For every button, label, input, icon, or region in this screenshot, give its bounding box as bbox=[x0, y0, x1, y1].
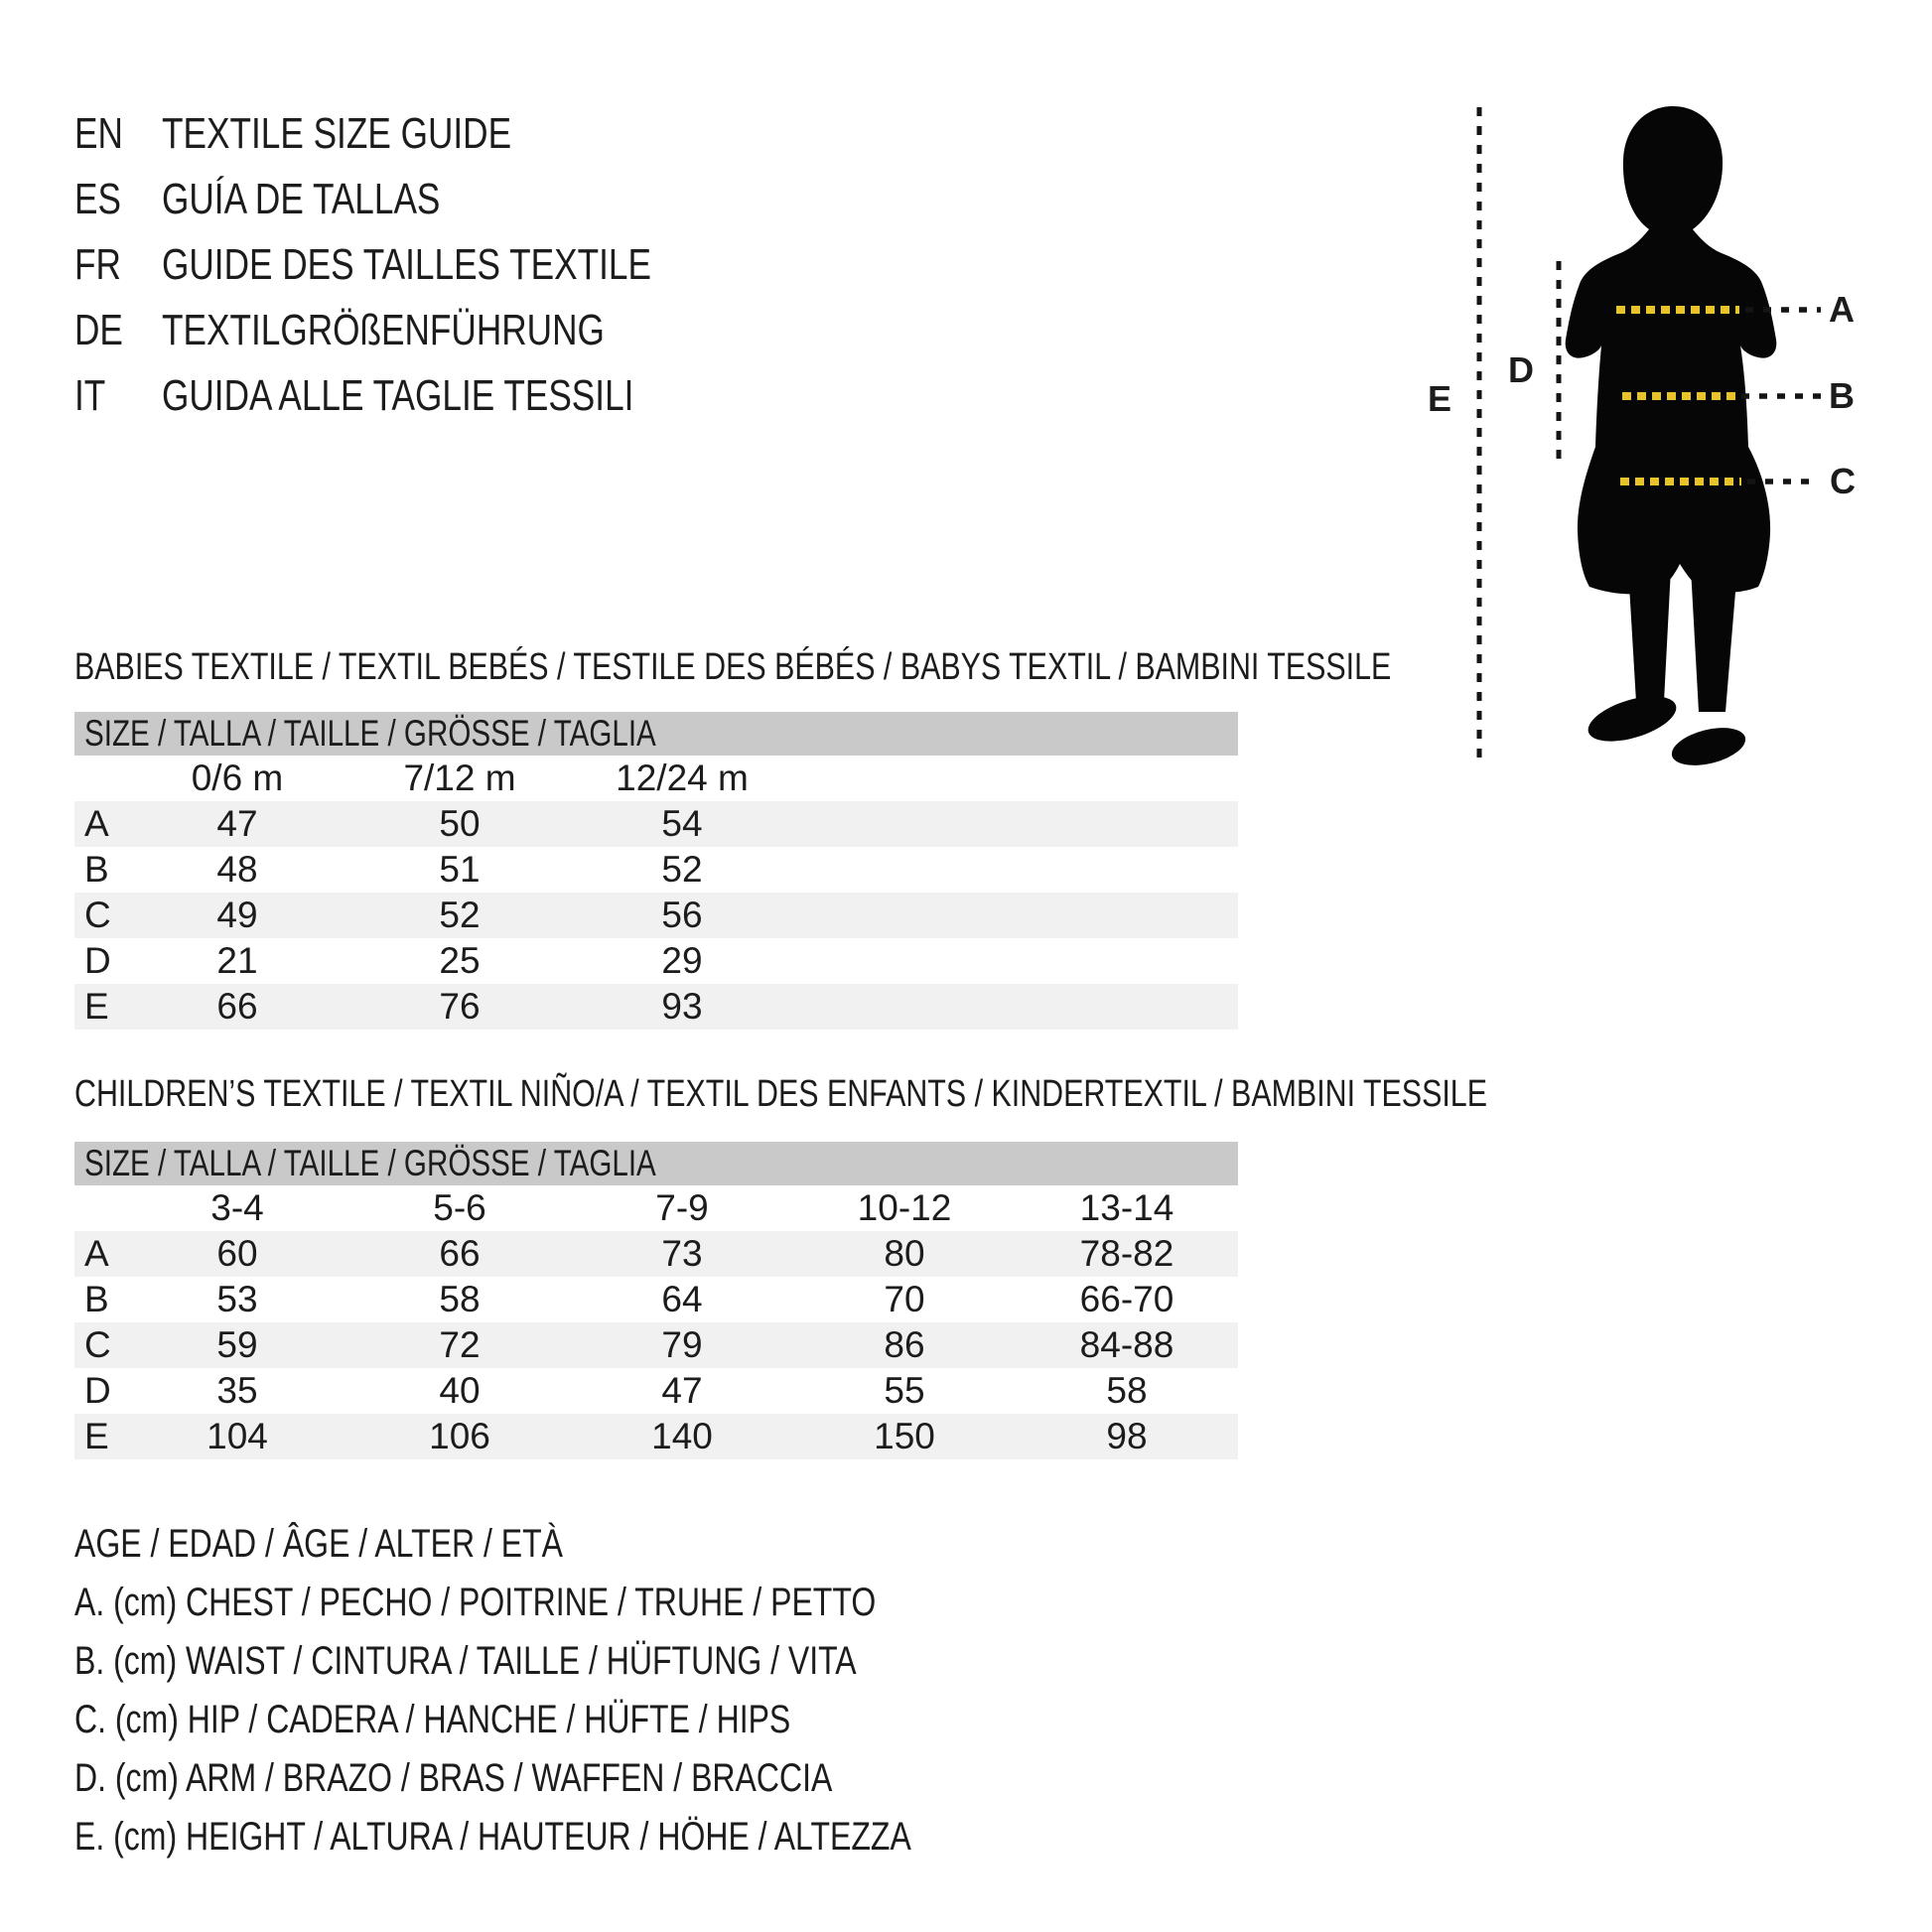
row-letter: B bbox=[84, 849, 109, 890]
children-column-header-row bbox=[74, 1185, 1238, 1231]
row-letter: A bbox=[84, 803, 109, 844]
column-header: 0/6 m bbox=[191, 758, 284, 798]
title-row-es bbox=[74, 167, 773, 232]
legend-arm-line bbox=[74, 1749, 1120, 1808]
row-letter: C bbox=[84, 1324, 111, 1365]
table-cell: 52 bbox=[661, 849, 703, 890]
measurement-legend bbox=[74, 1515, 1120, 1866]
column-header: 7-9 bbox=[655, 1187, 709, 1228]
table-cell: 25 bbox=[439, 940, 481, 981]
table-cell: 104 bbox=[207, 1416, 268, 1456]
table-cell: 58 bbox=[1106, 1370, 1148, 1411]
column-header: 10-12 bbox=[857, 1187, 952, 1228]
table-cell: 59 bbox=[216, 1324, 258, 1365]
silhouette-right-shoe bbox=[1668, 721, 1749, 771]
table-cell: 84-88 bbox=[1079, 1324, 1174, 1365]
table-cell: 73 bbox=[661, 1233, 703, 1274]
language-code: EN bbox=[74, 109, 123, 158]
column-header: 7/12 m bbox=[403, 758, 516, 798]
table-cell: 40 bbox=[439, 1370, 481, 1411]
guide-title-en: TEXTILE SIZE GUIDE bbox=[162, 109, 512, 158]
table-cell: 55 bbox=[884, 1370, 925, 1411]
silhouette-left-shoe bbox=[1583, 687, 1681, 750]
legend-text: AGE / EDAD / ÂGE / ALTER / ETÀ bbox=[74, 1522, 563, 1566]
table-cell: 98 bbox=[1106, 1416, 1148, 1456]
table-cell: 72 bbox=[439, 1324, 481, 1365]
babies-size-header-bar bbox=[74, 712, 1238, 756]
guide-title-es: GUÍA DE TALLAS bbox=[162, 175, 441, 223]
table-row-b bbox=[74, 1277, 1238, 1322]
table-cell: 78-82 bbox=[1079, 1233, 1174, 1274]
legend-text: D. (cm) ARM / BRAZO / BRAS / WAFFEN / BRACCIA bbox=[74, 1756, 833, 1800]
label-c-hip: C bbox=[1830, 461, 1856, 501]
language-code: FR bbox=[74, 240, 121, 289]
table-cell: 66 bbox=[439, 1233, 481, 1274]
table-cell: 56 bbox=[661, 895, 703, 935]
table-row-a bbox=[74, 801, 1238, 847]
table-cell: 86 bbox=[884, 1324, 925, 1365]
babies-section-title-text: BABIES TEXTILE / TEXTIL BEBÉS / TESTILE DES BÉBÉS / BABYS TEXTIL / BAMBINI TESSILE bbox=[74, 646, 1392, 688]
guide-title-de: TEXTILGRÖßENFÜHRUNG bbox=[162, 306, 605, 354]
table-cell: 29 bbox=[661, 940, 703, 981]
title-row-fr bbox=[74, 232, 773, 298]
babies-size-table bbox=[74, 712, 1238, 1030]
legend-chest-line bbox=[74, 1574, 1120, 1632]
label-d-arm: D bbox=[1508, 349, 1534, 390]
table-cell: 140 bbox=[651, 1416, 713, 1456]
column-header: 12/24 m bbox=[616, 758, 749, 798]
legend-text: C. (cm) HIP / CADERA / HANCHE / HÜFTE / HIPS bbox=[74, 1698, 791, 1741]
children-size-header-bar bbox=[74, 1142, 1238, 1185]
children-section-title bbox=[74, 1074, 1841, 1114]
table-cell: 93 bbox=[661, 986, 703, 1027]
row-letter: D bbox=[84, 940, 111, 981]
table-cell: 53 bbox=[216, 1279, 258, 1319]
row-letter: E bbox=[84, 1416, 109, 1456]
table-cell: 50 bbox=[439, 803, 481, 844]
table-row-a bbox=[74, 1231, 1238, 1277]
row-letter: A bbox=[84, 1233, 109, 1274]
silhouette-body bbox=[1566, 106, 1777, 594]
table-cell: 66-70 bbox=[1079, 1279, 1174, 1319]
table-cell: 54 bbox=[661, 803, 703, 844]
table-cell: 80 bbox=[884, 1233, 925, 1274]
table-cell: 47 bbox=[661, 1370, 703, 1411]
size-header-text: SIZE / TALLA / TAILLE / GRÖSSE / TAGLIA bbox=[84, 713, 656, 754]
table-row-e bbox=[74, 1414, 1238, 1459]
children-section-title-text: CHILDREN’S TEXTILE / TEXTIL NIÑO/A / TEXTIL DES ENFANTS / KINDERTEXTIL / BAMBINI TESSILE bbox=[74, 1073, 1487, 1115]
measurement-diagram-svg bbox=[1410, 60, 1932, 814]
table-row-c bbox=[74, 893, 1238, 938]
table-cell: 47 bbox=[216, 803, 258, 844]
table-cell: 150 bbox=[874, 1416, 935, 1456]
babies-column-header-row bbox=[74, 756, 1238, 801]
table-row-d bbox=[74, 938, 1238, 984]
row-letter: D bbox=[84, 1370, 111, 1411]
legend-hip-line bbox=[74, 1691, 1120, 1749]
table-row-e bbox=[74, 984, 1238, 1030]
legend-age-line bbox=[74, 1515, 1120, 1574]
language-code: ES bbox=[74, 175, 121, 223]
legend-text: E. (cm) HEIGHT / ALTURA / HAUTEUR / HÖHE / ALTEZZA bbox=[74, 1815, 911, 1859]
measurement-diagram bbox=[1410, 60, 1932, 814]
table-cell: 58 bbox=[439, 1279, 481, 1319]
legend-height-line bbox=[74, 1808, 1120, 1866]
table-row-c bbox=[74, 1322, 1238, 1368]
children-size-table bbox=[74, 1142, 1238, 1459]
title-row-de bbox=[74, 298, 773, 363]
table-cell: 64 bbox=[661, 1279, 703, 1319]
label-a-chest: A bbox=[1829, 289, 1855, 330]
guide-title-it: GUIDA ALLE TAGLIE TESSILI bbox=[162, 371, 634, 420]
row-letter: C bbox=[84, 895, 111, 935]
table-cell: 66 bbox=[216, 986, 258, 1027]
table-cell: 52 bbox=[439, 895, 481, 935]
label-e-height: E bbox=[1427, 378, 1452, 419]
babies-section-title bbox=[74, 647, 1721, 687]
title-row-en bbox=[74, 101, 773, 167]
legend-text: B. (cm) WAIST / CINTURA / TAILLE / HÜFTUNG / VITA bbox=[74, 1639, 857, 1683]
column-header: 3-4 bbox=[210, 1187, 264, 1228]
table-cell: 49 bbox=[216, 895, 258, 935]
table-cell: 70 bbox=[884, 1279, 925, 1319]
table-row-d bbox=[74, 1368, 1238, 1414]
row-letter: E bbox=[84, 986, 109, 1027]
column-header: 13-14 bbox=[1079, 1187, 1174, 1228]
row-letter: B bbox=[84, 1279, 109, 1319]
table-cell: 79 bbox=[661, 1324, 703, 1365]
label-b-waist: B bbox=[1829, 375, 1855, 416]
legend-text: A. (cm) CHEST / PECHO / POITRINE / TRUHE / PETTO bbox=[74, 1581, 877, 1624]
guide-title-fr: GUIDE DES TAILLES TEXTILE bbox=[162, 240, 651, 289]
title-row-it bbox=[74, 363, 773, 429]
language-code: DE bbox=[74, 306, 123, 354]
table-row-b bbox=[74, 847, 1238, 893]
legend-waist-line bbox=[74, 1632, 1120, 1691]
language-code: IT bbox=[74, 371, 106, 420]
table-cell: 106 bbox=[429, 1416, 490, 1456]
language-title-block bbox=[74, 101, 773, 429]
silhouette-right-leg bbox=[1691, 568, 1737, 712]
table-cell: 76 bbox=[439, 986, 481, 1027]
table-cell: 60 bbox=[216, 1233, 258, 1274]
table-cell: 35 bbox=[216, 1370, 258, 1411]
size-header-text: SIZE / TALLA / TAILLE / GRÖSSE / TAGLIA bbox=[84, 1143, 656, 1183]
table-cell: 21 bbox=[216, 940, 258, 981]
table-cell: 51 bbox=[439, 849, 481, 890]
table-cell: 48 bbox=[216, 849, 258, 890]
column-header: 5-6 bbox=[433, 1187, 486, 1228]
